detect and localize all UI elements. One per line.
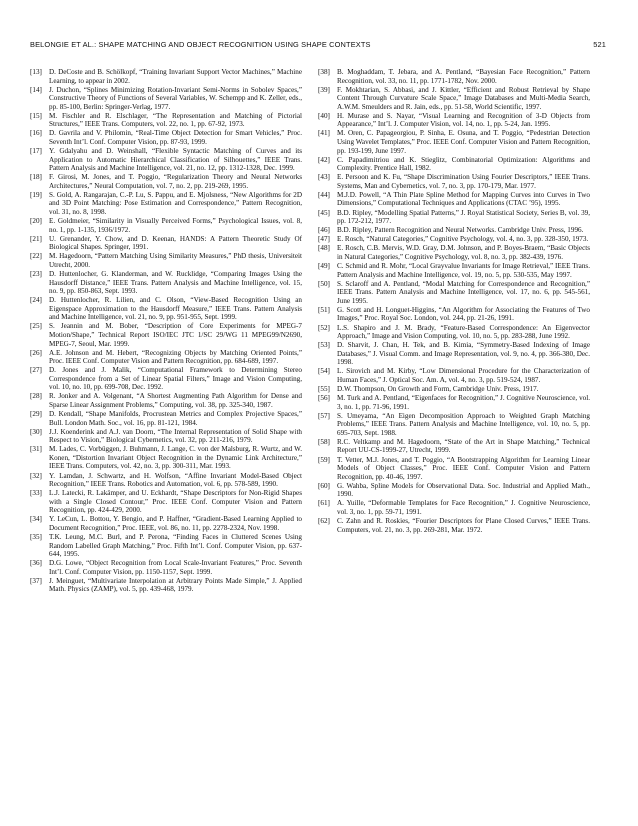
- reference-number: [47]: [318, 235, 330, 244]
- reference-text: F. Mokhtarian, S. Abbasi, and J. Kittler, “Efficient and Robust Retrieval by Shape Content Through Curvature Scale Space,” Image Databases and Multi-Media Search, A.W.M. Smeulders and R. Jain, eds., pp. 51-58, World Scientific, 1997.: [337, 85, 590, 111]
- reference-entry: [318, 129, 590, 155]
- reference-text: B.D. Ripley, “Modelling Spatial Patterns,” J. Royal Statistical Society, Series B, vol. 39, pp. 172-212, 1977.: [337, 208, 590, 226]
- reference-entry: [30, 112, 302, 129]
- reference-entry: [318, 517, 590, 534]
- reference-entry: [30, 235, 302, 252]
- reference-entry: [318, 173, 590, 190]
- reference-entry: [30, 252, 302, 269]
- reference-number: [15]: [30, 111, 42, 120]
- reference-number: [44]: [318, 190, 330, 199]
- reference-number: [58]: [318, 437, 330, 446]
- reference-entry: [30, 515, 302, 532]
- reference-entry: [318, 191, 590, 208]
- reference-text: C. Schmid and R. Mohr, “Local Grayvalue Invariants for Image Retrieval,” IEEE Trans. Pattern Analysis and Machine Intelligence, vol. 19, no. 5, pp. 530-535, May 1997.: [337, 262, 590, 279]
- reference-number: [52]: [318, 323, 330, 332]
- reference-entry: [318, 306, 590, 323]
- reference-entry: [318, 244, 590, 261]
- reference-text: D.G. Lowe, “Object Recognition from Local Scale-Invariant Features,” Proc. Seventh Int’l. Conf. Computer Vision, pp. 1150-1157, Sept. 1999.: [49, 559, 302, 576]
- reference-text: L.S. Shapiro and J. M. Brady, “Feature-Based Correspondence: An Eigenvector Approach,” Image and Vision Computing, vol. 10, no. 5, pp. 283-288, June 1992.: [337, 323, 590, 341]
- reference-entry: [30, 296, 302, 322]
- reference-text: M. Turk and A. Pentland, “Eigenfaces for Recognition,” J. Cognitive Neuroscience, vol. 3, no. 1, pp. 71-96, 1991.: [337, 394, 590, 411]
- reference-text: A.E. Johnson and M. Hebert, “Recognizing Objects by Matching Oriented Points,” Proc. IEEE Conf. Computer Vision and Pattern Recognition, pp. 684-689, 1997.: [49, 348, 302, 366]
- reference-entry: [318, 341, 590, 367]
- reference-number: [22]: [30, 252, 42, 261]
- reference-number: [32]: [30, 471, 42, 480]
- reference-number: [61]: [318, 499, 330, 508]
- reference-number: [39]: [318, 85, 330, 94]
- reference-entry: [318, 412, 590, 438]
- reference-number: [16]: [30, 129, 42, 138]
- reference-entry: [30, 428, 302, 445]
- reference-number: [37]: [30, 576, 42, 585]
- reference-number: [45]: [318, 208, 330, 217]
- reference-number: [49]: [318, 262, 330, 271]
- reference-text: E. Goldmeier, “Similarity in Visually Perceived Forms,” Psychological Issues, vol. 8, no. 1, pp. 1-135, 1936/1972.: [49, 217, 302, 234]
- reference-entry: [30, 217, 302, 234]
- running-header: [30, 40, 606, 54]
- reference-number: [31]: [30, 445, 42, 454]
- reference-entry: [30, 68, 302, 85]
- reference-text: G. Wahba, Spline Models for Observational Data. Soc. Industrial and Applied Math., 1990.: [337, 481, 590, 499]
- reference-number: [35]: [30, 533, 42, 542]
- reference-number: [17]: [30, 147, 42, 156]
- reference-number: [46]: [318, 226, 330, 235]
- reference-text: T.K. Leung, M.C. Burl, and P. Perona, “Finding Faces in Cluttered Scenes Using Random Labelled Graph Matching,” Proc. Fifth Int’l. Conf. Computer Vision, pp. 637-644, 1995.: [49, 533, 302, 559]
- reference-number: [28]: [30, 392, 42, 401]
- reference-entry: [30, 410, 302, 427]
- reference-entry: [30, 366, 302, 392]
- reference-number: [42]: [318, 155, 330, 164]
- reference-number: [51]: [318, 305, 330, 314]
- reference-entry: [318, 456, 590, 482]
- reference-entry: [30, 129, 302, 146]
- reference-number: [14]: [30, 85, 42, 94]
- reference-entry: [318, 262, 590, 279]
- reference-number: [30]: [30, 427, 42, 436]
- reference-text: D. Gavrila and V. Philomin, “Real-Time Object Detection for Smart Vehicles,” Proc. Seventh Int’l. Conf. Computer Vision, pp. 87-93, 1999.: [49, 129, 302, 147]
- reference-text: Y. Gdalyahu and D. Weinshall, “Flexible Syntactic Matching of Curves and its Application to Automatic Hierarchical Classification of Silhouettes,” IEEE Trans. Pattern Analysis and Machine Intelligence, vol. 21, no. 12, pp. 1312-1328, Dec. 1999.: [49, 147, 302, 173]
- reference-number: [62]: [318, 517, 330, 526]
- reference-number: [43]: [318, 173, 330, 182]
- reference-number: [27]: [30, 366, 42, 375]
- reference-number: [53]: [318, 341, 330, 350]
- reference-number: [59]: [318, 455, 330, 464]
- reference-entry: [30, 472, 302, 489]
- reference-text: M. Fischler and R. Elschlager, “The Representation and Matching of Pictorial Structures,” IEEE Trans. Computers, vol. 22, no. 1, pp. 67-92, 1973.: [49, 111, 302, 129]
- reference-text: D.W. Thompson, On Growth and Form, Cambridge Univ. Press, 1917.: [337, 384, 539, 393]
- reference-entry: [318, 112, 590, 129]
- reference-text: H. Murase and S. Nayar, “Visual Learning and Recognition of 3-D Objects from Appearance,” Int’l. J. Computer Vision, vol. 14, no. 1, pp. 5-24, Jan. 1995.: [337, 111, 590, 129]
- reference-entry: [318, 156, 590, 173]
- reference-text: A. Yuille, “Deformable Templates for Face Recognition,” J. Cognitive Neuroscience, vol. 3, no. 1, pp. 59-71, 1991.: [337, 499, 590, 516]
- reference-text: T. Vetter, M.J. Jones, and T. Poggio, “A Bootstrapping Algorithm for Learning Linear Models of Object Classes,” Proc. IEEE Conf. Computer Vision and Pattern Recognition, pp. 40-46, 1997.: [337, 455, 590, 481]
- reference-text: E. Rosch, C.B. Mervis, W.D. Gray, D.M. Johnson, and P. Boyes-Braem, “Basic Objects in Natural Categories,” Cognitive Psychology, vol. 8, no. 3, pp. 382-439, 1976.: [337, 244, 590, 261]
- reference-number: [60]: [318, 481, 330, 490]
- reference-number: [18]: [30, 173, 42, 182]
- reference-text: D. DeCoste and B. Schölkopf, “Training Invariant Support Vector Machines,” Machine Learning, to appear in 2002.: [49, 68, 302, 85]
- reference-text: D. Sharvit, J. Chan, H. Tek, and B. Kimia, “Symmetry-Based Indexing of Image Databases,” J. Visual Comm. and Image Representation, vol. 9, no. 4, pp. 366-380, Dec. 1998.: [337, 341, 590, 367]
- reference-number: [40]: [318, 111, 330, 120]
- reference-entry: [30, 445, 302, 471]
- reference-text: Y. LeCun, L. Bottou, Y. Bengio, and P. Haffner, “Gradient-Based Learning Applied to Document Recognition,” Proc. IEEE, vol. 86, no. 11, pp. 2278-2324, Nov. 1998.: [49, 515, 302, 532]
- reference-number: [57]: [318, 411, 330, 420]
- reference-text: C. Zahn and R. Roskies, “Fourier Descriptors for Plane Closed Curves,” IEEE Trans. Computers, vol. 21, no. 3, pp. 269-281, Mar. 1972.: [337, 517, 590, 534]
- reference-number: [48]: [318, 244, 330, 253]
- reference-text: J.J. Koenderink and A.J. van Doorn, “The Internal Representation of Solid Shape with Respect to Vision,” Biological Cybernetics, vol. 32, pp. 211-216, 1979.: [49, 427, 302, 445]
- reference-entry: [30, 270, 302, 296]
- reference-text: R.C. Veltkamp and M. Hagedoorn, “State of the Art in Shape Matching,” Technical Report UU-CS-1999-27, Utrecht, 1999.: [337, 437, 590, 455]
- reference-entry: [30, 147, 302, 173]
- reference-entry: [30, 322, 302, 348]
- reference-number: [54]: [318, 367, 330, 376]
- reference-text: G. Scott and H. Longuet-Higgins, “An Algorithm for Associating the Features of Two Images,” Proc. Royal Soc. London, vol. 244, pp. 21-26, 1991.: [337, 305, 590, 323]
- reference-entry: [30, 533, 302, 559]
- reference-number: [19]: [30, 190, 42, 199]
- reference-entry: [30, 173, 302, 190]
- reference-text: S. Sclaroff and A. Pentland, “Modal Matching for Correspondence and Recognition,” IEEE Trans. Pattern Analysis and Machine Intelligence, vol. 17, no. 6, pp. 545-561, June 1995.: [337, 279, 590, 305]
- reference-text: J. Meinguet, “Multivariate Interpolation at Arbitrary Points Made Simple,” J. Applied Math. Physics (ZAMP), vol. 5, pp. 439-468, 1979.: [49, 576, 302, 594]
- reference-text: M. Lades, C. Vorbüggen, J. Buhmann, J. Lange, C. von der Malsburg, R. Wurtz, and W. Konen, “Distortion Invariant Object Recognition in the Dynamic Link Architecture,” IEEE Trans. Computers, vol. 42, no. 3, pp. 300-311, Mar. 1993.: [49, 445, 302, 471]
- reference-entry: [318, 385, 590, 394]
- reference-entry: [30, 191, 302, 217]
- reference-text: E. Rosch, “Natural Categories,” Cognitive Psychology, vol. 4, no. 3, pp. 328-350, 1973.: [337, 235, 589, 244]
- reference-text: J. Duchon, “Splines Minimizing Rotation-Invariant Semi-Norms in Sobolev Spaces,” Constructive Theory of Functions of Several Variables, W. Schempp and K. Zeller, eds., pp. 85-100, Berlin: Springer-Verlag, 1977.: [49, 85, 302, 111]
- reference-number: [33]: [30, 489, 42, 498]
- reference-entry: [30, 349, 302, 366]
- references-column-left: [30, 68, 302, 594]
- reference-number: [13]: [30, 68, 42, 76]
- reference-text: M.J.D. Powell, “A Thin Plate Spline Method for Mapping Curves into Curves in Two Dimensions,” Computational Techniques and Applications (CTAC ’95), 1995.: [337, 190, 590, 208]
- reference-text: S. Gold, A. Rangarajan, C.-P. Lu, S. Pappu, and E. Mjolsness, “New Algorithms for 2D and 3D Point Matching: Pose Estimation and Correspondence,” Pattern Recognition, vol. 31, no. 8, 1998.: [49, 190, 302, 217]
- reference-text: M. Oren, C. Papageorgiou, P. Sinha, E. Osuna, and T. Poggio, “Pedestrian Detection Using Wavelet Templates,” Proc. IEEE Conf. Computer Vision and Pattern Recognition, pp. 193-199, June 1997.: [337, 129, 590, 155]
- reference-number: [26]: [30, 348, 42, 357]
- page-number: 521: [593, 40, 606, 49]
- reference-number: [41]: [318, 129, 330, 138]
- reference-text: D. Jones and J. Malik, “Computational Framework to Determining Stereo Correspondence from a Set of Linear Spatial Filters,” Image and Vision Computing, vol. 10, no. 10, pp. 699-708, Dec. 1992.: [49, 366, 302, 392]
- reference-entry: [30, 577, 302, 594]
- reference-entry: [30, 489, 302, 515]
- reference-entry: [318, 86, 590, 112]
- reference-number: [50]: [318, 279, 330, 288]
- references-column-right: [318, 68, 590, 535]
- reference-entry: [318, 367, 590, 384]
- reference-entry: [30, 86, 302, 112]
- reference-text: S. Umeyama, “An Eigen Decomposition Approach to Weighted Graph Matching Problems,” IEEE Trans. Pattern Analysis and Machine Intelligence, vol. 10, no. 5, pp. 695-703, Sept. 1988.: [337, 411, 590, 437]
- reference-number: [55]: [318, 384, 330, 393]
- reference-entry: [318, 68, 590, 85]
- reference-text: D. Kendall, “Shape Manifolds, Procrustean Metrics and Complex Projective Spaces,” Bull. London Math. Soc., vol. 16, pp. 81-121, 1984.: [49, 410, 302, 427]
- reference-text: D. Huttenlocher, G. Klanderman, and W. Rucklidge, “Comparing Images Using the Hausdorff Distance,” IEEE Trans. Pattern Analysis and Machine Intelligence, vol. 15, no. 9, pp. 850-863, Sept. 1993.: [49, 270, 302, 296]
- reference-number: [29]: [30, 410, 42, 419]
- reference-text: B.D. Ripley, Pattern Recognition and Neural Networks. Cambridge Univ. Press, 1996.: [337, 226, 584, 235]
- reference-number: [34]: [30, 515, 42, 524]
- reference-text: D. Huttenlocher, R. Lilien, and C. Olson, “View-Based Recognition Using an Eigenspace Approximation to the Hausdorff Measure,” IEEE Trans. Pattern Analysis and Machine Intelligence, vol. 21, no. 9, pp. 951-955, Sept. 1999.: [49, 296, 302, 322]
- reference-text: F. Girosi, M. Jones, and T. Poggio, “Regularization Theory and Neural Networks Architectures,” Neural Computation, vol. 7, no. 2, pp. 219-269, 1995.: [49, 173, 302, 190]
- reference-entry: [318, 324, 590, 341]
- reference-text: C. Papadimitriou and K. Stieglitz, Combinatorial Optimization: Algorithms and Complexity. Prentice Hall, 1982.: [337, 155, 590, 173]
- reference-text: S. Jeannin and M. Bober, “Description of Core Experiments for MPEG-7 Motion/Shape,” Technical Report ISO/IEC JTC 1/SC 29/WG 11 MPEG99/N2690, MPEG-7, Seoul, Mar. 1999.: [49, 322, 302, 348]
- reference-number: [38]: [318, 68, 330, 76]
- reference-entry: [30, 392, 302, 409]
- reference-text: L. Sirovich and M. Kirby, “Low Dimensional Procedure for the Characterization of Human Faces,” J. Optical Soc. Am. A, vol. 4, no. 3, pp. 519-524, 1987.: [337, 367, 590, 384]
- reference-number: [21]: [30, 234, 42, 243]
- reference-entry: [318, 394, 590, 411]
- reference-number: [20]: [30, 217, 42, 226]
- reference-number: [36]: [30, 559, 42, 568]
- running-header-title: BELONGIE ET AL.: SHAPE MATCHING AND OBJECT RECOGNITION USING SHAPE CONTEXTS: [30, 40, 371, 49]
- reference-entry: [318, 280, 590, 306]
- reference-text: U. Grenander, Y. Chow, and D. Keenan, HANDS: A Pattern Theoretic Study Of Biological Shapes. Springer, 1991.: [49, 234, 302, 252]
- reference-text: E. Persoon and K. Fu, “Shape Discrimination Using Fourier Descriptors,” IEEE Trans. Systems, Man and Cybernetics, vol. 7, no. 3, pp. 170-179, Mar. 1977.: [337, 173, 590, 190]
- reference-text: Y. Lamdan, J. Schwartz, and H. Wolfson, “Affine Invariant Model-Based Object Recognition,” IEEE Trans. Robotics and Automation, vol. 6, pp. 578-589, 1990.: [49, 471, 302, 489]
- reference-text: B. Moghaddam, T. Jebara, and A. Pentland, “Bayesian Face Recognition,” Pattern Recognition, vol. 33, no. 11, pp. 1771-1782, Nov. 2000.: [337, 68, 590, 85]
- reference-number: [25]: [30, 322, 42, 331]
- reference-entry: [318, 226, 590, 235]
- reference-text: R. Jonker and A. Volgenant, “A Shortest Augmenting Path Algorithm for Dense and Sparse Linear Assignment Problems,” Computing, vol. 38, pp. 325-340, 1987.: [49, 392, 302, 409]
- reference-number: [56]: [318, 394, 330, 403]
- reference-entry: [30, 559, 302, 576]
- reference-entry: [318, 499, 590, 516]
- reference-number: [23]: [30, 270, 42, 279]
- reference-text: L.J. Latecki, R. Lakämper, and U. Eckhardt, “Shape Descriptors for Non-Rigid Shapes with a Single Closed Contour,” Proc. IEEE Conf. Computer Vision and Pattern Recognition, pp. 424-429, 2000.: [49, 489, 302, 515]
- reference-entry: [318, 235, 590, 244]
- reference-entry: [318, 482, 590, 499]
- reference-text: M. Hagedoorn, “Pattern Matching Using Similarity Measures,” PhD thesis, Universiteit Utrecht, 2000.: [49, 252, 302, 269]
- reference-number: [24]: [30, 296, 42, 305]
- reference-entry: [318, 438, 590, 455]
- reference-entry: [318, 209, 590, 226]
